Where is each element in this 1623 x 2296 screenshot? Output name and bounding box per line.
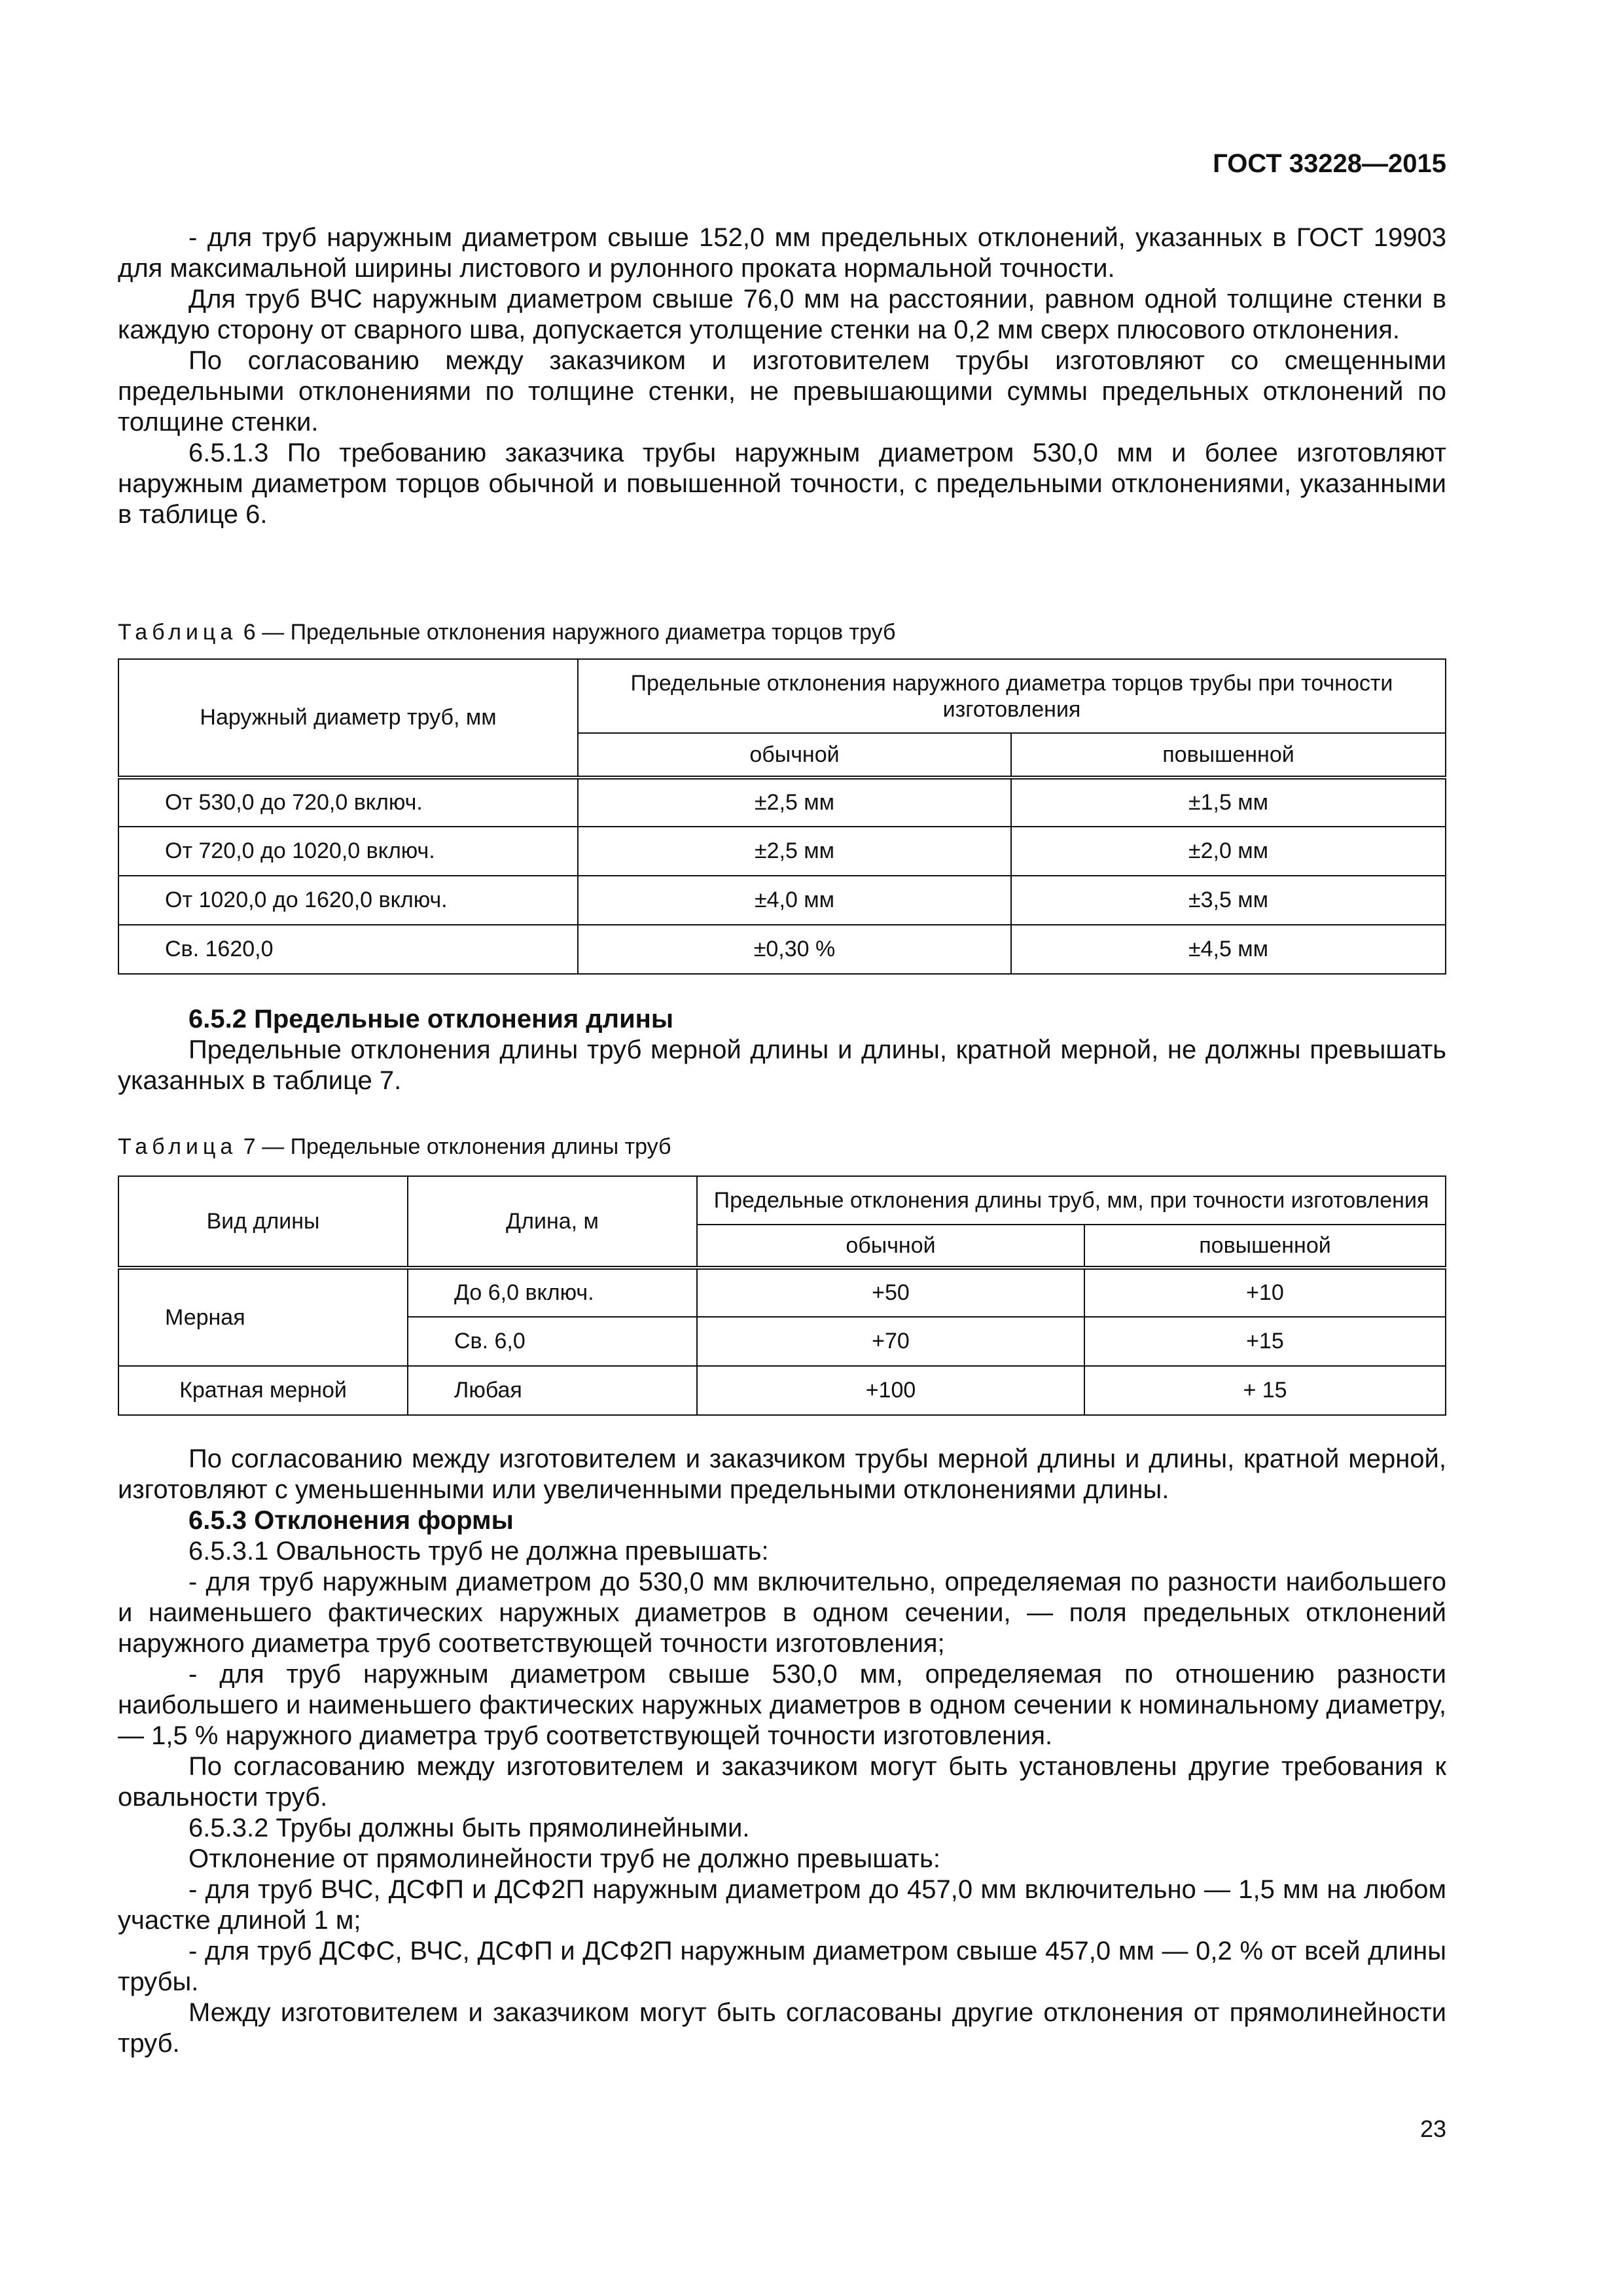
table-cell: Св. 6,0 xyxy=(408,1317,697,1366)
table-row xyxy=(118,778,1446,827)
table-cell: ±4,5 мм xyxy=(1011,925,1446,974)
paragraph: По согласованию между изготовителем и заказчиком могут быть установлены другие требования к овальности труб. xyxy=(118,1752,1446,1812)
table-cell: +15 xyxy=(1084,1317,1446,1366)
table-row xyxy=(118,876,1446,925)
table-7-caption xyxy=(118,1134,671,1160)
table-cell: От 530,0 до 720,0 включ. xyxy=(118,778,578,827)
table-row xyxy=(118,827,1446,876)
document-id: ГОСТ 33228—2015 xyxy=(1213,149,1446,178)
table-cell: ±2,5 мм xyxy=(578,827,1011,876)
section-6-5-3 xyxy=(118,1444,1446,2059)
table-cell: До 6,0 включ. xyxy=(408,1268,697,1317)
caption-label: Таблица xyxy=(118,1134,238,1159)
table-6-caption xyxy=(118,619,896,645)
table-7 xyxy=(118,1175,1446,1416)
caption-label: Таблица xyxy=(118,620,238,645)
table-cell: ±4,0 мм xyxy=(578,876,1011,925)
table-header-cell: повышенной xyxy=(1084,1225,1446,1268)
page-number: 23 xyxy=(1419,2115,1446,2142)
paragraph: Отклонение от прямолинейности труб не должно превышать: xyxy=(188,1844,940,1873)
table-header-cell: обычной xyxy=(578,733,1011,778)
section-heading: 6.5.2 Предельные отклонения длины xyxy=(188,1005,673,1033)
table-header-cell: Предельные отклонения наружного диаметра торцов трубы при точности изготовления xyxy=(578,659,1446,733)
intro-text xyxy=(118,223,1446,530)
paragraph: - для труб наружным диаметром свыше 152,0 мм предельных отклонений, указанных в ГОСТ 19903 для максимальной ширины листового и рулонного проката нормальной точности. xyxy=(118,223,1446,283)
table-cell: ±1,5 мм xyxy=(1011,778,1446,827)
table-cell: + 15 xyxy=(1084,1366,1446,1415)
table-cell: Св. 1620,0 xyxy=(118,925,578,974)
paragraph: - для труб ВЧС, ДСФП и ДСФ2П наружным диаметром до 457,0 мм включительно — 1,5 мм на любом участке длиной 1 м; xyxy=(118,1875,1446,1935)
table-row xyxy=(118,1366,1446,1415)
table-cell: От 1020,0 до 1620,0 включ. xyxy=(118,876,578,925)
table-cell: От 720,0 до 1020,0 включ. xyxy=(118,827,578,876)
caption-text: 7 — Предельные отклонения длины труб xyxy=(243,1134,671,1159)
table-header-cell: повышенной xyxy=(1011,733,1446,778)
table-cell: +70 xyxy=(697,1317,1084,1366)
section-heading: 6.5.3 Отклонения формы xyxy=(188,1506,514,1535)
paragraph: 6.5.3.2 Трубы должны быть прямолинейными. xyxy=(188,1814,750,1842)
table-cell: ±0,30 % xyxy=(578,925,1011,974)
paragraph: 6.5.3.1 Овальность труб не должна превышать: xyxy=(188,1537,769,1566)
paragraph: - для труб наружным диаметром свыше 530,0 мм, определяемая по отношению разности наибольшего и наименьшего фактических наружных диаметров в одном сечении к номинальному диаметру, — 1,5 % наружного диаметра труб соответствующей точности изготовления. xyxy=(118,1660,1446,1750)
paragraph: - для труб ДСФС, ВЧС, ДСФП и ДСФ2П наружным диаметром свыше 457,0 мм — 0,2 % от всей длины трубы. xyxy=(118,1937,1446,1996)
paragraph: 6.5.1.3 По требованию заказчика трубы наружным диаметром 530,0 мм и более изготовляют наружным диаметром торцов обычной и повышенной точности, с предельными отклонениями, указанными в таблице 6. xyxy=(118,439,1446,529)
paragraph: По согласованию между заказчиком и изготовителем трубы изготовляют со смещенными предельными отклонениями по толщине стенки, не превышающими суммы предельных отклонений по толщине стенки. xyxy=(118,346,1446,437)
table-header-cell: Длина, м xyxy=(408,1176,697,1268)
table-row xyxy=(118,925,1446,974)
paragraph: По согласованию между изготовителем и заказчиком трубы мерной длины и длины, кратной мерной, изготовляют с уменьшенными или увеличенными предельными отклонениями длины. xyxy=(118,1444,1446,1504)
table-header-cell: Вид длины xyxy=(118,1176,408,1268)
table-cell: Кратная мерной xyxy=(118,1366,408,1415)
section-6-5-2 xyxy=(118,1004,1446,1096)
table-cell: +50 xyxy=(697,1268,1084,1317)
table-header-cell: обычной xyxy=(697,1225,1084,1268)
table-cell: ±3,5 мм xyxy=(1011,876,1446,925)
table-header-cell: Наружный диаметр труб, мм xyxy=(118,659,578,778)
table-cell: +10 xyxy=(1084,1268,1446,1317)
table-cell: ±2,5 мм xyxy=(578,778,1011,827)
table-cell: Любая xyxy=(408,1366,697,1415)
paragraph: - для труб наружным диаметром до 530,0 мм включительно, определяемая по разности наибольшего и наименьшего фактических наружных диаметров в одном сечении, — поля предельных отклонений наружного диаметра труб соответствующей точности изготовления; xyxy=(118,1568,1446,1658)
paragraph: Между изготовителем и заказчиком могут быть согласованы другие отклонения от прямолинейности труб. xyxy=(118,1998,1446,2058)
table-cell: ±2,0 мм xyxy=(1011,827,1446,876)
table-cell: Мерная xyxy=(118,1268,408,1366)
caption-text: 6 — Предельные отклонения наружного диаметра торцов труб xyxy=(243,620,896,645)
table-cell: +100 xyxy=(697,1366,1084,1415)
table-row xyxy=(118,1268,1446,1317)
table-6 xyxy=(118,658,1446,975)
paragraph: Для труб ВЧС наружным диаметром свыше 76,0 мм на расстоянии, равном одной толщине стенки в каждую сторону от сварного шва, допускается утолщение стенки на 0,2 мм сверх плюсового отклонения. xyxy=(118,285,1446,344)
paragraph: Предельные отклонения длины труб мерной длины и длины, кратной мерной, не должны превышать указанных в таблице 7. xyxy=(118,1035,1446,1095)
table-header-cell: Предельные отклонения длины труб, мм, при точности изготовления xyxy=(697,1176,1446,1225)
